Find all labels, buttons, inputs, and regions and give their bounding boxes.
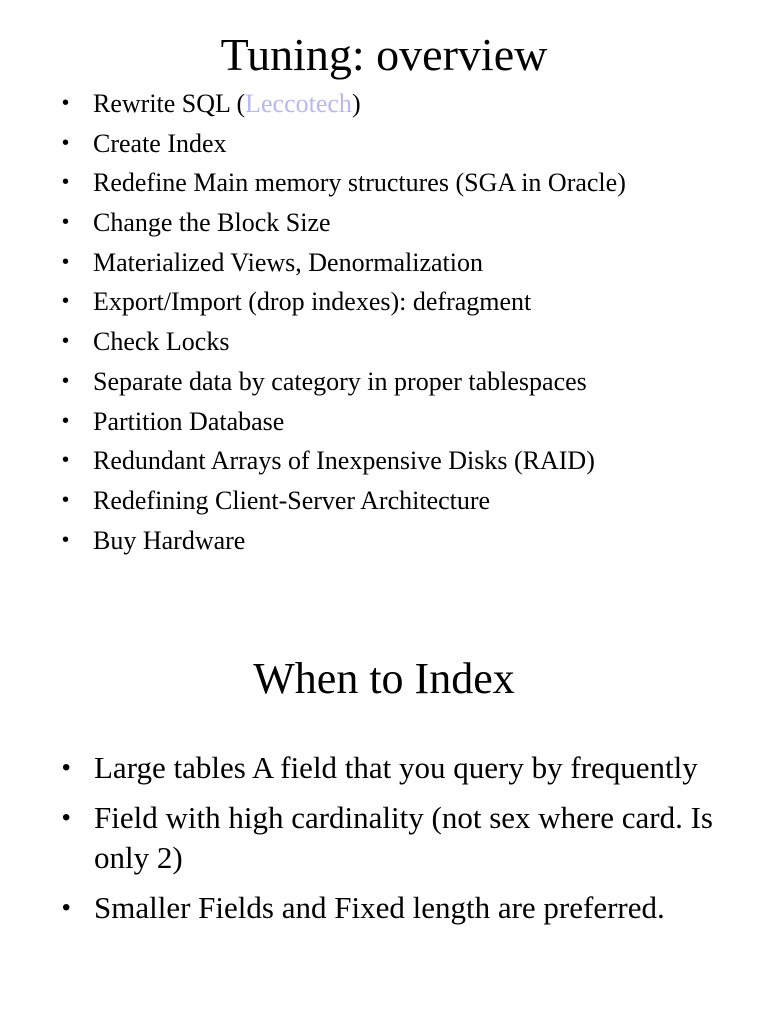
bullet-icon: • bbox=[62, 528, 70, 551]
bullet-icon: • bbox=[62, 290, 70, 313]
list-item bbox=[62, 798, 732, 878]
list-item-text: Redundant Arrays of Inexpensive Disks (RAID) bbox=[93, 446, 595, 476]
leccotech-link[interactable]: Leccotech bbox=[245, 89, 352, 118]
bullet-list bbox=[62, 748, 732, 938]
list-item bbox=[62, 748, 732, 788]
list-item bbox=[62, 441, 752, 481]
list-item-text: Materialized Views, Denormalization bbox=[93, 247, 483, 277]
slide-when-to-index bbox=[0, 640, 768, 1024]
bullet-icon: • bbox=[62, 211, 70, 234]
list-item-text: Create Index bbox=[93, 128, 227, 158]
bullet-icon: • bbox=[62, 754, 71, 781]
list-item-text: Export/Import (drop indexes): defragment bbox=[93, 287, 532, 317]
bullet-icon: • bbox=[62, 131, 70, 154]
list-item bbox=[62, 203, 752, 243]
bullet-icon: • bbox=[62, 894, 71, 921]
bullet-icon: • bbox=[62, 92, 70, 114]
list-item-text: Large tables A field that you query by frequently bbox=[94, 750, 698, 785]
bullet-icon: • bbox=[62, 488, 70, 511]
list-item-text: ) bbox=[351, 89, 361, 118]
list-item-text: Redefining Client-Server Architecture bbox=[93, 485, 491, 515]
list-item bbox=[62, 163, 752, 203]
list-item-text: Smaller Fields and Fixed length are preferred. bbox=[94, 890, 665, 925]
list-item-text: Change the Block Size bbox=[93, 208, 331, 238]
slide-title: When to Index bbox=[253, 654, 515, 703]
bullet-icon: • bbox=[62, 250, 70, 273]
list-item-text: Redefine Main memory structures (SGA in Oracle) bbox=[93, 168, 626, 198]
bullet-icon: • bbox=[62, 804, 71, 831]
list-item bbox=[62, 402, 752, 442]
list-item bbox=[62, 282, 752, 322]
list-item bbox=[62, 124, 752, 164]
list-item-rewrite-sql bbox=[62, 84, 752, 124]
list-item-text: Buy Hardware bbox=[93, 525, 246, 555]
list-item-text: Field with high cardinality (not sex where card. Is only 2) bbox=[94, 800, 713, 875]
bullet-icon: • bbox=[62, 449, 70, 472]
bullet-list bbox=[62, 84, 752, 560]
list-item-text: Partition Database bbox=[93, 406, 285, 436]
list-item-text: Rewrite SQL ( bbox=[93, 89, 246, 118]
list-item bbox=[62, 888, 732, 928]
bullet-icon: • bbox=[62, 369, 70, 392]
list-item bbox=[62, 362, 752, 402]
list-item bbox=[62, 243, 752, 283]
list-item bbox=[62, 521, 752, 561]
list-item-text: Separate data by category in proper tablespaces bbox=[93, 366, 587, 396]
slide-title: Tuning: overview bbox=[220, 29, 548, 80]
list-item bbox=[62, 481, 752, 521]
list-item-text: Check Locks bbox=[93, 327, 230, 357]
bullet-icon: • bbox=[62, 330, 70, 353]
bullet-icon: • bbox=[62, 171, 70, 194]
bullet-icon: • bbox=[62, 409, 70, 432]
list-item bbox=[62, 322, 752, 362]
